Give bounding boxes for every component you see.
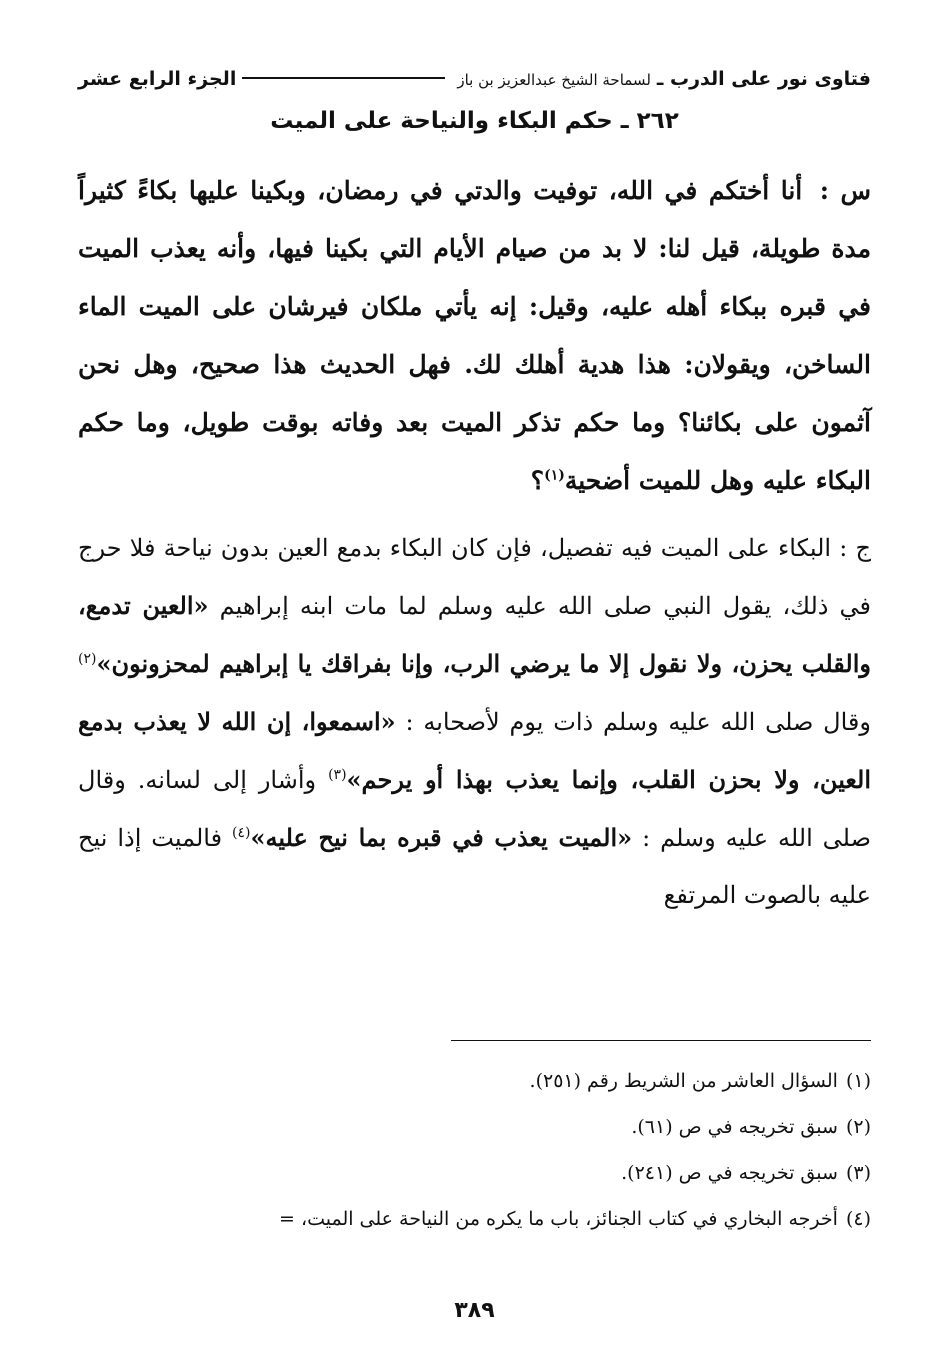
footnote-number: (٢)	[845, 1116, 871, 1138]
author-name: لسماحة الشيخ عبدالعزيز بن باز	[457, 71, 651, 89]
footnote-item	[78, 1104, 871, 1150]
footnote-item	[78, 1150, 871, 1196]
answer-text-3: وأشار إلى لسانه. وقال صلى الله عليه وسلم :	[78, 766, 872, 852]
footnotes	[78, 1058, 871, 1242]
answer-block	[78, 520, 871, 924]
footnote-text: أخرجه البخاري في كتاب الجنائز، باب ما يكره من النياحة على الميت، =	[278, 1208, 838, 1230]
footnote-ref-3[interactable]: (٣)	[328, 767, 347, 783]
footnote-number: (١)	[845, 1070, 871, 1092]
question-block	[78, 162, 871, 510]
question-text: أنا أختكم في الله، توفيت والدتي في رمضان، وبكينا عليها بكاءً كثيراً مدة طويلة، قيل لنا: لا بد من صيام الأيام التي بكينا فيها، وأنه يعذب الميت في قبره ببكاء أهله عليه، وقيل: إنه يأتي ملكان فيرشان على الميت الماء الساخن، ويقولان: هذا هدية أهلك لك. فهل الحديث هذا صحيح، وهل نحن آثمون على بكائنا؟ وما حكم تذكر الميت بعد وفاته بوقت طويل، وما حكم البكاء عليه وهل للميت أضحية	[78, 176, 871, 495]
footnote-text: السؤال العاشر من الشريط رقم (٢٥١).	[529, 1070, 838, 1092]
volume-title: الجزء الرابع عشر	[78, 68, 237, 90]
footnote-text: سبق تخريجه في ص (٦١).	[631, 1116, 838, 1138]
footnote-ref-1[interactable]: (١)	[544, 467, 565, 484]
answer-text-1: البكاء على الميت فيه تفصيل، فإن كان البكاء بدمع العين بدون نياحة فلا حرج في ذلك، يقول النبي صلى الله عليه وسلم لما مات ابنه إبراهيم	[78, 534, 871, 620]
page-number: ٣٨٩	[454, 1298, 495, 1323]
footnote-ref-4[interactable]: (٤)	[232, 825, 251, 841]
footnote-number: (٤)	[845, 1208, 871, 1230]
series-title: فتاوى نور على الدرب ـ	[656, 68, 871, 90]
question-label: س :	[819, 176, 871, 205]
hadith-quote-2: «اسمعوا، إن الله لا يعذب بدمع العين، ولا بحزن القلب، وإنما يعذب بهذا أو يرحم»	[78, 707, 871, 794]
hadith-quote-3: «الميت يعذب في قبره بما نيح عليه»	[250, 823, 633, 852]
header-rule	[242, 77, 445, 79]
footnote-divider	[451, 1040, 871, 1041]
answer-text-4: فالميت إذا نيح عليه بالصوت المرتفع	[78, 824, 871, 909]
footnote-item	[78, 1196, 871, 1242]
answer-text-2: وقال صلى الله عليه وسلم ذات يوم لأصحابه :	[405, 708, 871, 736]
footnote-ref-2[interactable]: (٢)	[78, 651, 97, 667]
answer-label: ج :	[839, 534, 871, 562]
question-end: ؟	[530, 466, 545, 495]
hadith-quote-1: «العين تدمع، والقلب يحزن، ولا نقول إلا ما يرضي الرب، وإنا بفراقك يا إبراهيم لمحزونون»	[78, 591, 871, 678]
section-title: ٢٦٢ ـ حكم البكاء والنياحة على الميت	[270, 108, 679, 134]
footnote-text: سبق تخريجه في ص (٢٤١).	[621, 1162, 838, 1184]
footnote-number: (٣)	[845, 1162, 871, 1184]
footnote-item	[78, 1058, 871, 1104]
running-header	[78, 68, 871, 90]
